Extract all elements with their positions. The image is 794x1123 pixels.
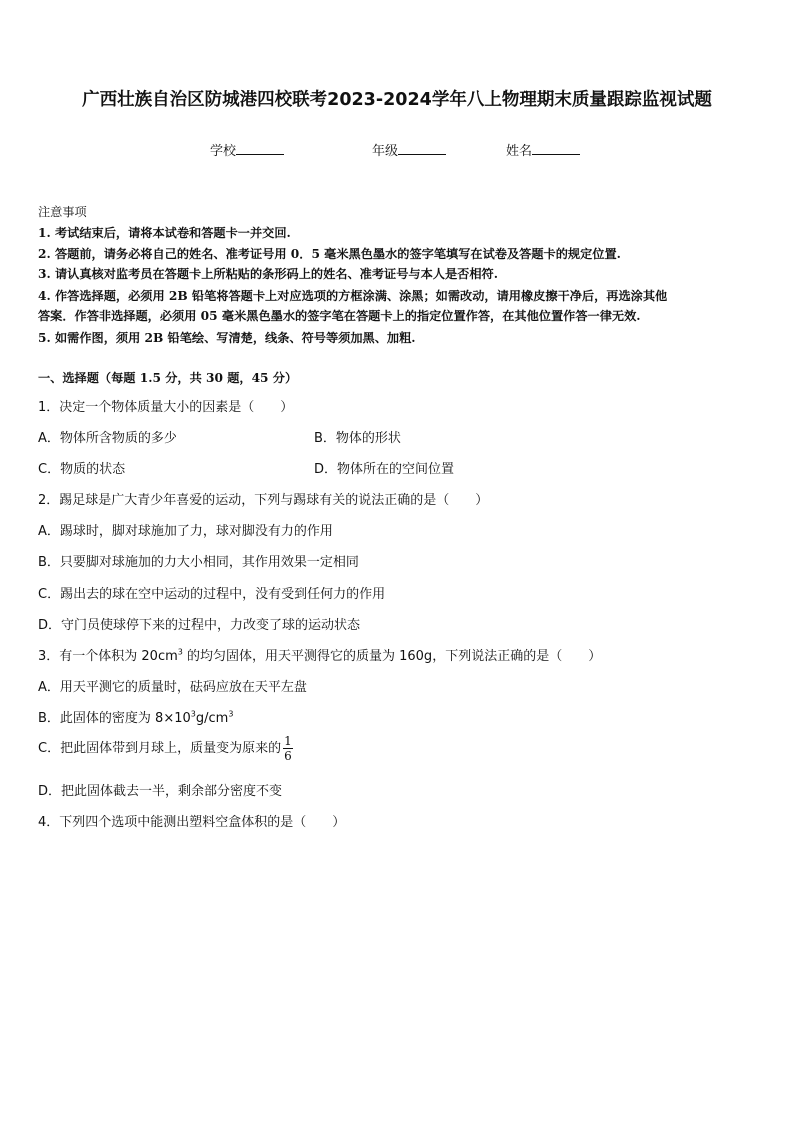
question-2-stem: 2．踢足球是广大青少年喜爱的运动，下列与踢球有关的说法正确的是（ ） [38,493,489,508]
question-3-stem-text: 3．有一个体积为 20cm [38,649,178,664]
question-2-option-b: B．只要脚对球施加的力大小相同，其作用效果一定相同 [38,555,359,570]
option-text: g/cm [195,711,229,726]
question-1-option-b: B．物体的形状 [314,431,401,446]
note-item: 5. 如需作图，须用 2B 铅笔绘、写清楚，线条、符号等须加黑、加粗. [38,331,416,345]
question-1-option-c: C．物质的状态 [38,462,126,477]
question-3-stem [38,645,601,664]
question-2-option-d: D．守门员使球停下来的过程中，力改变了球的运动状态 [38,618,361,633]
superscript: 3 [228,709,234,719]
note-item: 3. 请认真核对监考员在答题卡上所粘贴的条形码上的姓名、准考证号与本人是否相符. [38,267,498,281]
school-blank [236,142,284,155]
grade-field [372,140,446,159]
name-field [506,140,580,159]
option-text: C．把此固体带到月球上，质量变为原来的 [38,741,282,756]
school-label: 学校 [210,144,237,159]
question-3-stem-text: 的均匀固体，用天平测得它的质量为 160g，下列说法正确的是（ ） [182,649,602,664]
note-item: 2. 答题前，请务必将自己的姓名、准考证号用 0．5 毫米黑色墨水的签字笔填写在试卷及答题卡的规定位置. [38,247,621,261]
question-4-stem: 4．下列四个选项中能测出塑料空盒体积的是（ ） [38,815,346,830]
question-1-option-a: A．物体所含物质的多少 [38,431,177,446]
superscript: 3 [190,709,196,719]
question-3-option-d: D．把此固体截去一半，剩余部分密度不变 [38,784,283,799]
fraction-denominator: 6 [284,749,292,763]
note-item: 答案．作答非选择题，必须用 05 毫米黑色墨水的签字笔在答题卡上的指定位置作答，在其他位置作答一律无效. [38,309,641,323]
option-text: B．此固体的密度为 8×10 [38,711,191,726]
school-field [210,140,284,159]
section-title: 一、选择题（每题 1.5 分，共 30 题，45 分） [38,371,298,385]
grade-label: 年级 [372,144,399,159]
name-label: 姓名 [506,144,533,159]
note-item: 4. 作答选择题，必须用 2B 铅笔将答题卡上对应选项的方框涂满、涂黑；如需改动，请用橡皮擦干净后，再选涂其他 [38,289,668,303]
fraction-numerator: 1 [284,734,292,748]
question-1-option-d: D．物体所在的空间位置 [314,462,455,477]
question-3-option-a: A．用天平测它的质量时，砝码应放在天平左盘 [38,680,307,695]
superscript: 3 [177,647,183,657]
question-2-option-a: A．踢球时，脚对球施加了力，球对脚没有力的作用 [38,524,333,539]
question-3-option-c [38,734,293,763]
name-blank [532,142,580,155]
question-2-option-c: C．踢出去的球在空中运动的过程中，没有受到任何力的作用 [38,587,386,602]
note-item: 1. 考试结束后，请将本试卷和答题卡一并交回. [38,226,291,240]
question-1-stem: 1．决定一个物体质量大小的因素是（ ） [38,400,294,415]
question-3-option-b [38,707,233,726]
fraction [283,734,293,763]
grade-blank [398,142,446,155]
notes-heading: 注意事项 [38,205,87,219]
page-title: 广西壮族自治区防城港四校联考2023-2024学年八上物理期末质量跟踪监视试题 [82,90,712,110]
